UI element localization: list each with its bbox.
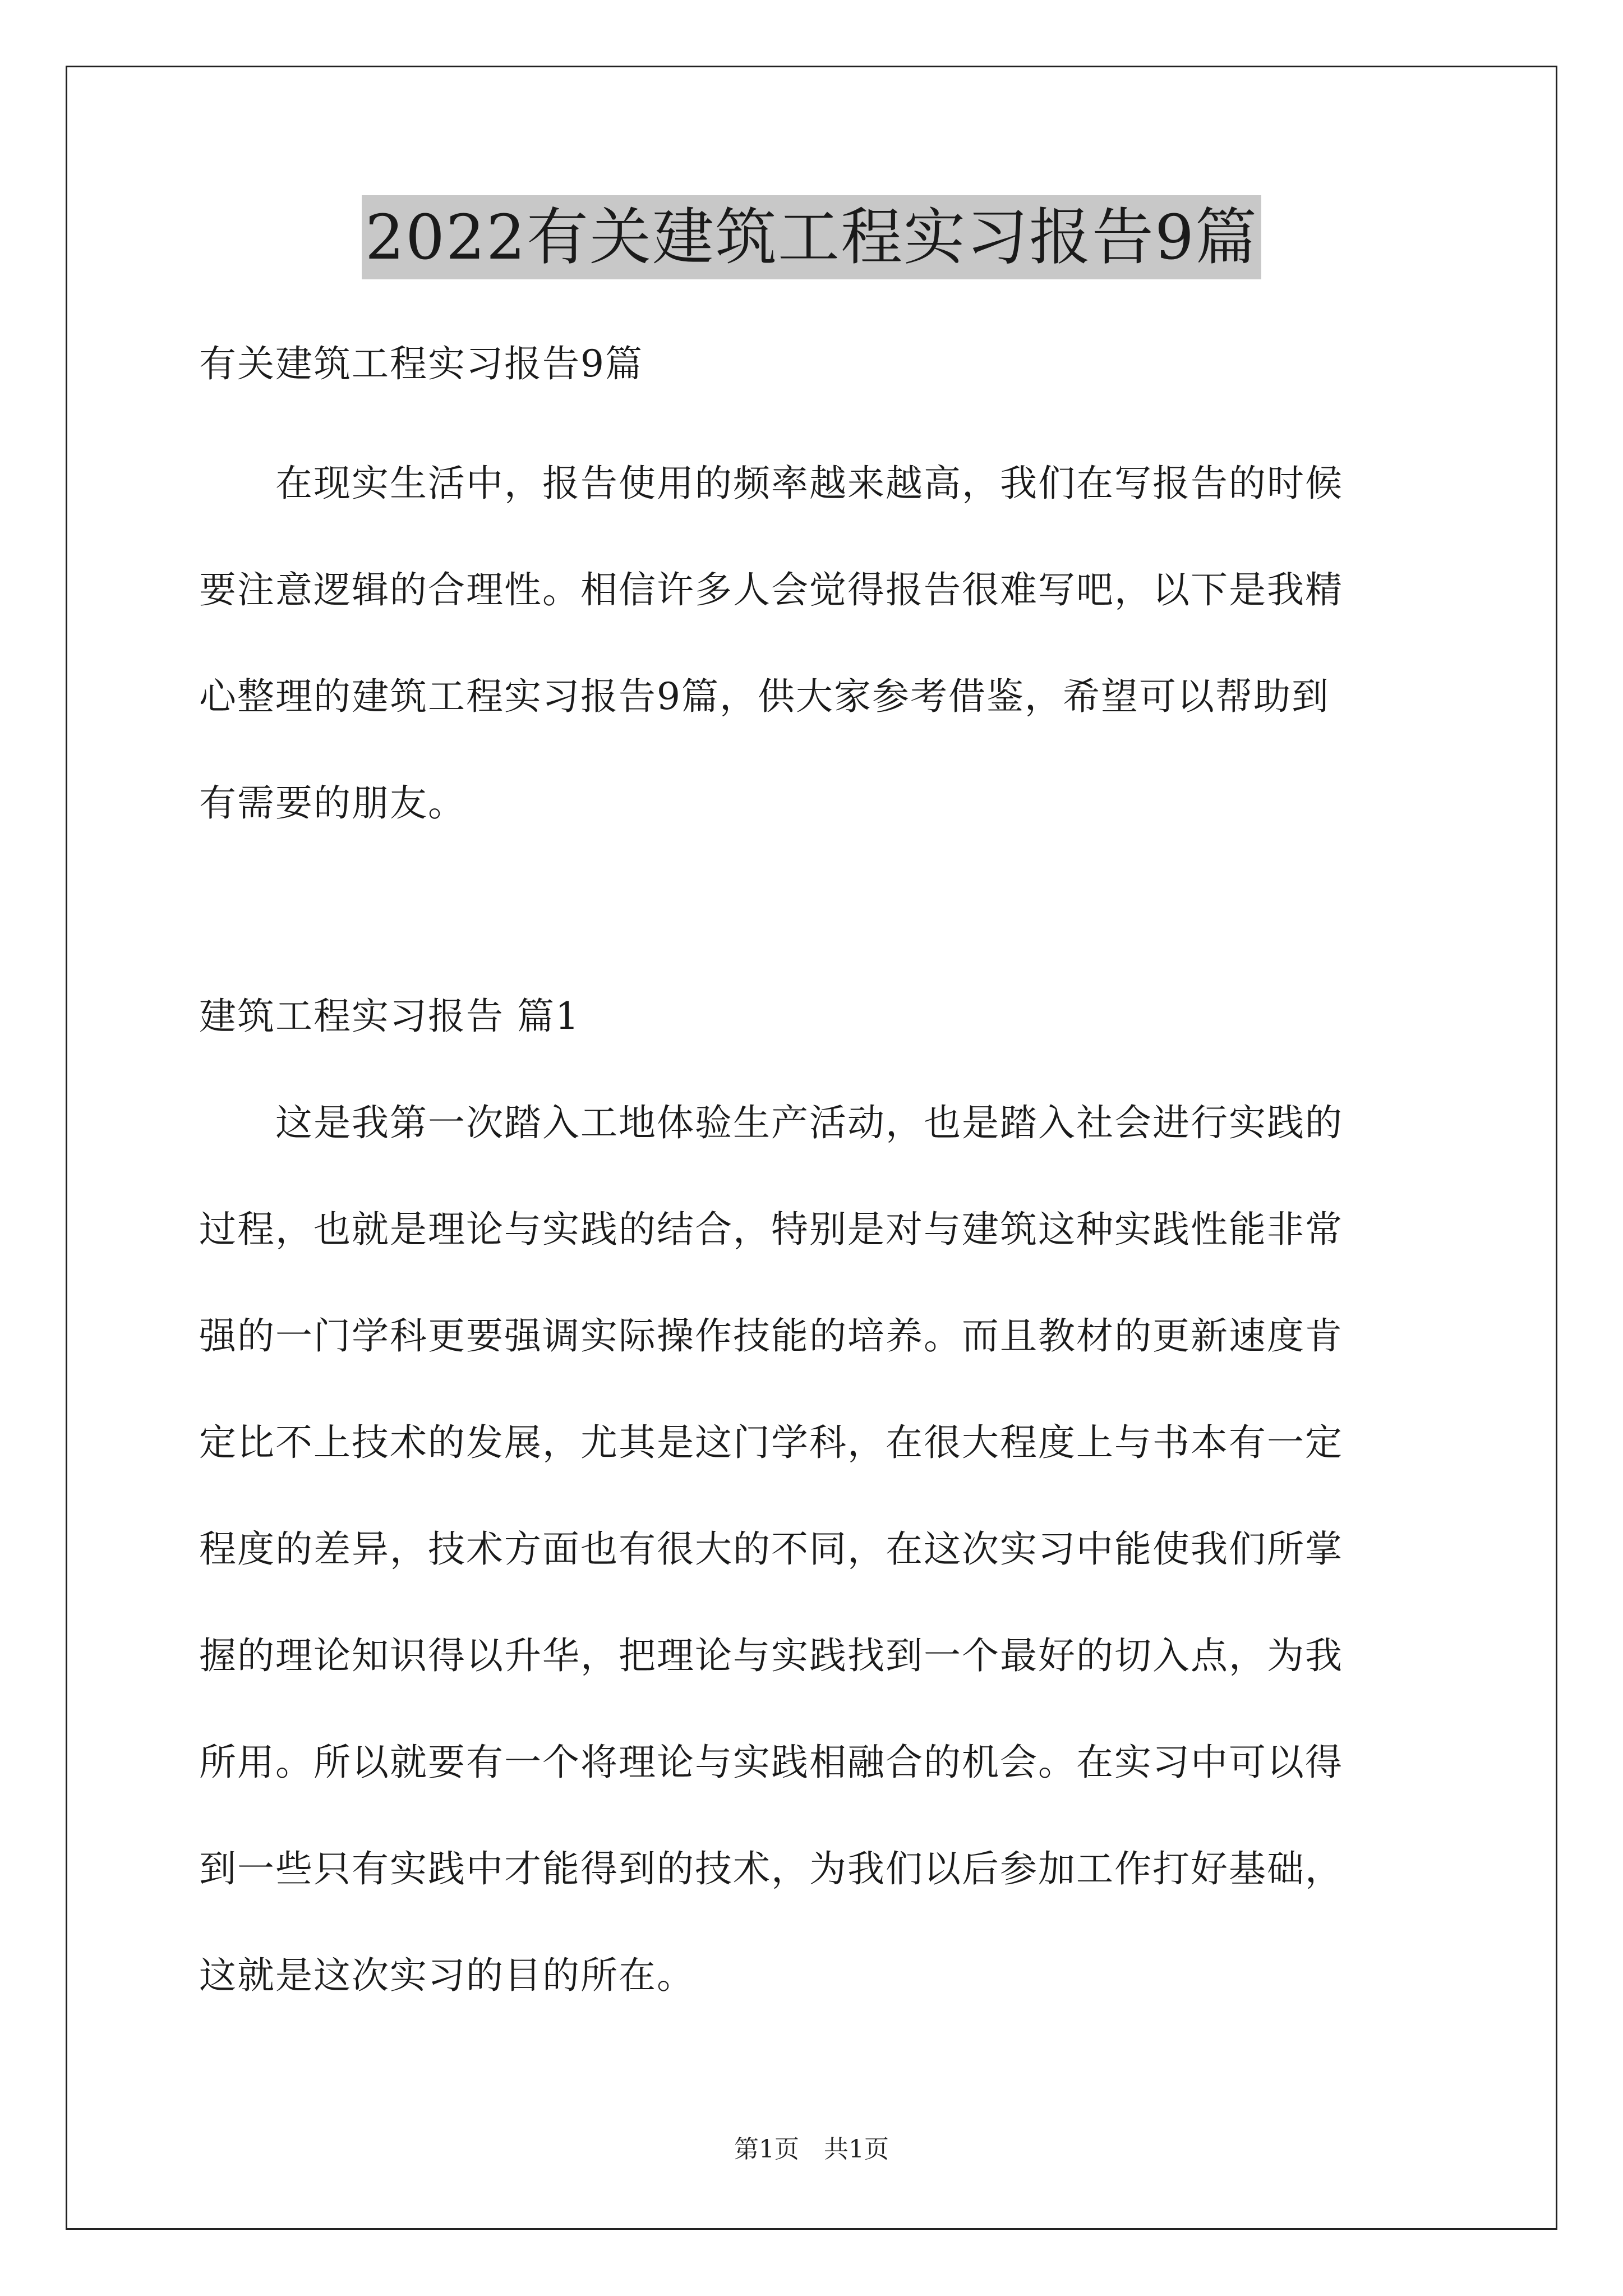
section-line: 定比不上技术的发展，尤其是这门学科，在很大程度上与书本有一定 (199, 1421, 1343, 1464)
section-line: 强的一门学科更要强调实际操作技能的培养。而且教材的更新速度肯 (199, 1314, 1343, 1358)
section-line: 过程，也就是理论与实践的结合，特别是对与建筑这种实践性能非常 (199, 1208, 1343, 1251)
title-container (0, 195, 1623, 279)
document-title: 2022有关建筑工程实习报告9篇 (362, 195, 1261, 279)
intro-line: 在现实生活中，报告使用的频率越来越高，我们在写报告的时候 (199, 462, 1343, 505)
section-line: 这就是这次实习的目的所在。 (199, 1954, 695, 1997)
page-footer: 第1页 共1页 (734, 2135, 889, 2164)
section-heading: 建筑工程实习报告 篇1 (199, 995, 580, 1038)
page-border (66, 66, 1557, 2230)
section-line: 这是我第一次踏入工地体验生产活动，也是踏入社会进行实践的 (199, 1101, 1343, 1144)
section-line: 程度的差异，技术方面也有很大的不同，在这次实习中能使我们所掌 (199, 1527, 1343, 1571)
subtitle: 有关建筑工程实习报告9篇 (199, 342, 643, 385)
intro-line: 心整理的建筑工程实习报告9篇，供大家参考借鉴，希望可以帮助到 (199, 675, 1330, 718)
intro-line: 要注意逻辑的合理性。相信许多人会觉得报告很难写吧，以下是我精 (199, 568, 1343, 611)
intro-line: 有需要的朋友。 (199, 781, 466, 825)
section-line: 到一些只有实践中才能得到的技术，为我们以后参加工作打好基础， (199, 1847, 1343, 1890)
section-line: 握的理论知识得以升华，把理论与实践找到一个最好的切入点，为我 (199, 1634, 1343, 1677)
section-line: 所用。所以就要有一个将理论与实践相融合的机会。在实习中可以得 (199, 1741, 1343, 1784)
